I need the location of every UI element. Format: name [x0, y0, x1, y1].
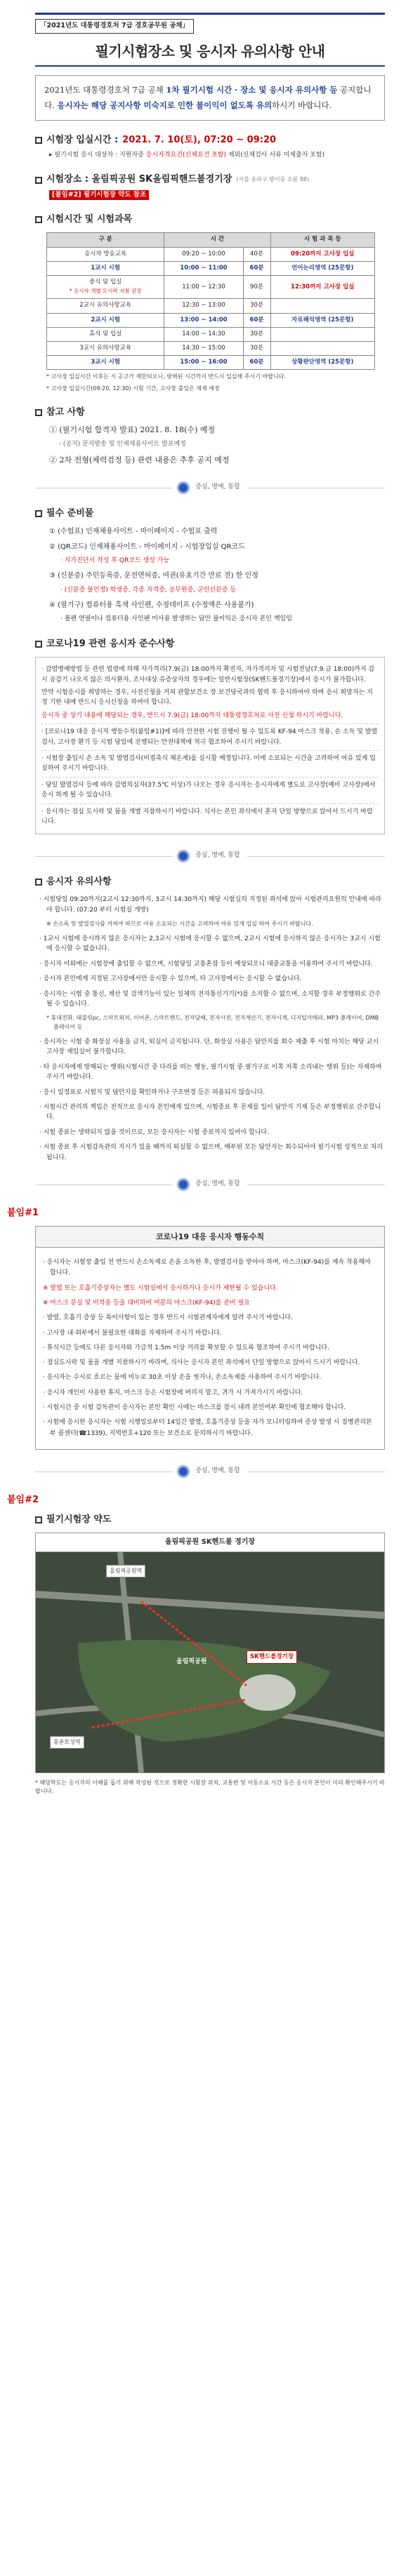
motto-text: 중심, 명예, 통합 [192, 1180, 243, 1189]
required-section [35, 507, 385, 625]
divider-line [41, 803, 379, 804]
exam-date-note [49, 151, 385, 161]
table-cell: 2교시 시험 [47, 313, 164, 327]
venue-address: (서울 송파구 방이동 오륜 88) [236, 176, 310, 183]
table-cell: 언어논리영역 (25문항) [270, 261, 374, 275]
table-cell: 14:00 ~ 14:30 [164, 327, 243, 341]
map-box [35, 1533, 385, 1773]
emblem-icon [177, 481, 190, 494]
table-cell: 12:30 ~ 13:00 [164, 299, 243, 313]
table-cell: 상황판단영역 (25문항) [270, 356, 374, 370]
venue-map-tag: [붙임#2] 필기시험장 약도 참조 [49, 190, 149, 201]
column-header: 시 간 [164, 233, 270, 247]
list-item: · 감염병예방법 등 관련 법령에 의해 자가격리(7.9(금) 18:00까지 확진자, 자가격리자 및 시험전날(7.9.금 18:00)까지 감시 공감기 나오지 않은 의사환자, 조사대상 유증상자의 경우에는 일반시험장(SK핸드볼경기장)에서 응시가 불가합니다. [41, 666, 375, 683]
intro-box [35, 75, 385, 121]
exam-date-label: 시험장 입실시간 : [46, 135, 119, 146]
table-cell: 09:20까지 고사장 입실 [270, 247, 374, 261]
table-row [47, 261, 375, 275]
reference-item: - (공지) 문자발송 및 인재채용사이트 발표예정 [59, 441, 186, 448]
table-row [47, 247, 375, 261]
table-row [47, 276, 375, 299]
covid-box [35, 657, 385, 834]
schedule-table [46, 232, 375, 370]
attention-title: 응시자 유의사항 [46, 876, 112, 888]
emblem-icon [177, 1178, 190, 1191]
table-cell: 60분 [243, 313, 270, 327]
list-item: · 응시자는 점심 도시락 및 물을 개별 지참하시기 바랍니다. 식사는 본인 좌석에서 혼자 단일 방향으로 앉아서 드시기 바랍니다. [41, 808, 373, 825]
list-item: · 시험 종료는 생략되지 않을 것이므로, 모든 응시자는 시험 종료까지 있어야 합니다. [39, 1128, 269, 1136]
table-cell: 2교시 유의사항교육 [47, 299, 164, 313]
list-item: * 휴대전화, 태블릿pc, 스마트워치, 이어폰, 스마트밴드, 전자담배, 전자사전, 전자계산기, 전자시계, 디지털카메라, MP3 플레이어, DMB 플레이어 등 [46, 1015, 379, 1031]
map-label: 올림픽공원역 [106, 1565, 145, 1577]
attention-list [39, 895, 385, 1162]
square-bullet-icon [35, 510, 42, 517]
appendix2-label: 붙임#2 [7, 1494, 39, 1505]
divider-line [41, 723, 379, 724]
list-item: · 응시 일정표로 시험지 및 답안지를 확인하거나 구조변경 등은 허용되지 않습니다. [39, 1088, 265, 1096]
column-header: 구 분 [47, 233, 164, 247]
map-label: SK핸드볼경기장 [247, 1650, 297, 1664]
intro-text: 2021년도 대통령경호처 7급 공채 [44, 84, 166, 95]
table-cell: 60분 [243, 261, 270, 275]
attention-heading [35, 875, 385, 889]
header-top-rule [35, 13, 385, 34]
table-cell: 응시자 방송교육 [47, 247, 164, 261]
list-item: · 휴식시간 등에도 다른 응시자와 가급적 1.5m 이상 거리를 확보할 수 있도록 협조하여 주시기 바랍니다. [43, 1344, 329, 1352]
table-row [47, 299, 375, 313]
map-section [35, 1513, 385, 1527]
attention-section [35, 875, 385, 1163]
square-bullet-icon [35, 879, 42, 886]
list-item: · 시험에 응시한 응시자는 시험 시행일로부터 14일간 발열, 호흡기증상 등을 자가 모니터링하여 증상 발생 시 질병관리본부 콜센터(☎1339), 지역번호+120 또는 보건소로 문의하시기 바랍니다. [43, 1419, 372, 1437]
notice-subtitle: 「2021년도 대통령경호처 7급 경호공무원 공채」 [35, 19, 194, 34]
section-divider [0, 481, 420, 494]
list-item: ※ 발열 또는 호흡기증상자는 별도 시험실에서 응시하거나 응시가 제한될 수 있습니다. [43, 1284, 278, 1292]
table-cell: 11:00 ~ 12:30 [164, 276, 243, 299]
reference-section [35, 406, 385, 466]
table-row [47, 313, 375, 327]
schedule-title: 시험시간 및 시험과목 [46, 214, 133, 225]
table-cell: 3교시 유의사항교육 [47, 341, 164, 355]
intro-bold-2: 응시자는 해당 공지사항 미숙지로 인한 불이익이 없도록 유의 [57, 100, 273, 110]
table-cell: 09:20 ~ 10:00 [164, 247, 243, 261]
list-item: · 시험 종료 후 시험감독관의 지시가 있을 때까지 퇴실할 수 없으며, 배부된 모든 답안지는 회수되어야 필기시험 성적으로 처리됩니다. [39, 1144, 383, 1161]
required-title: 필수 준비물 [46, 508, 94, 519]
emblem-icon [177, 850, 190, 862]
meal-label: 중식 및 입실 [88, 279, 122, 286]
table-cell: 13:00 ~ 14:00 [164, 313, 243, 327]
list-item: · 1교시 시험에 응시하지 않은 응시자는 2,3교시 시험에 응시할 수 없으며, 2교시 시험에 응시하지 않은 응시자는 3교시 시험에 응시할 수 없습니다. [39, 935, 381, 953]
covid-heading [35, 637, 385, 651]
exam-date-heading [35, 133, 385, 147]
section-divider [0, 850, 420, 862]
intro-bold: 1차 필기시험 시간 · 장소 및 응시자 유의사항 등 [166, 84, 338, 95]
required-heading [35, 507, 385, 521]
list-item: ③ (신분증) 주민등록증, 운전면허증, 여권(유효기간 만료 전) 한 인정 [49, 572, 258, 580]
divider-center [173, 850, 247, 862]
schedule-section [35, 213, 385, 393]
divider-center [173, 1465, 247, 1478]
covid-title: 코로나19 관련 응시자 준수사항 [46, 639, 175, 650]
list-item: · 응시자는 시험 중 화장실 사용을 금지, 퇴실이 금지됩니다. 단, 화장실 사용은 답안지를 회수 제출 후 시험 마치는 해당 교시 고사장 재입실이 불가합니다. [39, 1038, 379, 1056]
intro-text-3: 하시기 바랍니다. [272, 100, 332, 110]
table-cell [270, 341, 374, 355]
reference-item: ① (필기시험 합격자 발표) 2021. 8. 18(수) 예정 [49, 425, 216, 435]
meal-note: * 응시자 개별 도시락 지참 권장 [69, 288, 142, 295]
reference-title: 참고 사항 [46, 406, 85, 418]
divider-center [173, 1178, 247, 1191]
exam-date-value: 2021. 7. 10(토), 07:20 ~ 09:20 [122, 135, 277, 146]
square-bullet-icon [35, 177, 42, 184]
divider-line [41, 777, 379, 778]
list-item: · [코로나19 대응 응시자 행동수칙(붙임#1)]에 따라 안전한 시험 진행이 될 수 있도록 KF-94 마스크 착용, 손 소독 및 발열검사, 고사장 환기 등 시험 당일에 진행되는 안전대책에 적극 협조하여 주시기 바랍니다. [41, 728, 378, 746]
divider-line [41, 750, 379, 751]
list-item: · 타 응시자에게 방해되는 행위(시험시간 중 다리를 떠는 행동, 필기시험 중 필기구로 이쪽 저쪽 소리내는 행위 등)는 자제하여 주시기 바랍니다. [39, 1063, 382, 1081]
table-cell: 14:30 ~ 15:00 [164, 341, 243, 355]
map-footnote: * 해당학도는 응시자의 이해를 돕기 위해 작성된 것으로 정확한 시험장 위치, 교통편 및 이동소요 시간 등은 응시자 본인이 미리 확인해주시기 바랍니다. [35, 1779, 385, 1795]
table-cell: 30분 [243, 341, 270, 355]
covid-section [35, 637, 385, 834]
list-item: · 시험시간 관리의 책임은 전적으로 응시자 본인에게 있으며, 시험종료 후 문제를 일이 답안지 기재 등은 부정행위로 간주합니다. [39, 1103, 381, 1121]
table-cell: 자료해석영역 (25문항) [270, 313, 374, 327]
list-item: · 발열, 호흡기 증상 등 특이사항이 있는 경우 반드시 시험관계자에게 알려 주시기 바랍니다. [43, 1314, 293, 1322]
list-item: ② (QR코드) 인재채용사이트 - 마이페이지 - 시험장입실 QR코드 [49, 542, 245, 551]
list-item: · 점심도시락 및 물을 개별 지참하시기 바라며, 식사는 응시자 본인 좌석에서 단일 방향으로 앉아서 드시기 바랍니다. [43, 1359, 360, 1367]
schedule-note: * 고사장 입실시간(09:20, 12:30) 시험 기간, 고사장 출입은 제재 예정 [46, 385, 220, 392]
list-item: · 응시자 이외에는 시험장에 출입할 수 없으며, 시험당일 교통혼잡 등이 예상되오니 대중교통을 이용하여 주시기 바랍니다. [39, 960, 373, 968]
table-row [47, 327, 375, 341]
list-item: · 고사장 내·외부에서 불필요한 대화를 자제하여 주시기 바랍니다. [43, 1329, 222, 1337]
square-bullet-icon [35, 1516, 42, 1523]
map-title: 올림픽공원 SK핸드볼 경기장 [36, 1533, 384, 1552]
reference-item: ② 2차 전형(체력검정 등) 관련 내용은 추후 공지 예정 [49, 455, 230, 465]
appendix1-label: 붙임#1 [7, 1207, 39, 1218]
page-title: 필기시험장소 및 응시자 유의사항 안내 [95, 42, 325, 60]
table-row [47, 341, 375, 355]
map-image [36, 1552, 384, 1773]
appendix1-title: 코로나19 대응 응시자 행동수칙 [36, 1227, 384, 1248]
table-cell: 12:30까지 고사장 입실 [270, 276, 374, 299]
list-item: ※ 손소독 및 발열검사를 거쳐야 하므로 여유 소요되는 시간을 고려하여 여유 있게 입실 하여 주시기 바랍니다. [46, 921, 313, 928]
list-item: · 응시자 본인에게 지정된 고사장에서만 응시할 수 있으며, 타 고사장에서는 응시할 수 없습니다. [39, 975, 302, 983]
list-item: ※ 마스크 분실 및 미착용 등을 대비하여 여분의 마스크(KF-94)를 준비 필요 [43, 1299, 250, 1307]
table-cell: 3교시 시험 [47, 356, 164, 370]
table-cell: 1교시 시험 [47, 261, 164, 275]
map-heading-text: 필기시험장 약도 [46, 1514, 112, 1526]
table-cell: 90분 [243, 276, 270, 299]
section-divider [0, 1178, 420, 1191]
table-cell: 40분 [243, 247, 270, 261]
list-item: · 응시자 개인이 사용한 휴지, 마스크 등은 시험장에 버리지 말고, 귀가 시 가져가시기 바랍니다. [43, 1389, 303, 1396]
table-cell: 15:00 ~ 16:00 [164, 356, 243, 370]
venue-label: 시험장소 : 올림픽공원 SK올림픽핸드볼경기장 [46, 174, 232, 185]
appendix1-box [35, 1226, 385, 1450]
table-cell: 10:00 ~ 11:00 [164, 261, 243, 275]
square-bullet-icon [35, 409, 42, 416]
note-text-2: 제외(신체검사 서류 미제출자 포함) [225, 151, 325, 159]
map-label: 몽촌토성역 [50, 1736, 84, 1749]
motto-text: 중심, 명예, 통합 [192, 851, 243, 861]
list-item: · 시험당일 09:20까지(2교시 12:30까지, 3교시 14:30까지) 해당 시험실의 지정된 좌석에 앉아 시험관리요원의 안내에 따라야 합니다. (07:20 부터 시험실 개방) [39, 896, 381, 914]
list-item: · (신분증 불인정) 학생증, 각종 자격증, 공무원증, 군인신분증 등 [60, 586, 237, 594]
list-item: · 시험시간 중 시험 감독관이 응시자는 본인 확인 시에는 마스크를 잠시 내려 본인여부 확인에 협조해야 합니다. [43, 1404, 346, 1412]
list-item: · 지가진단서 작성 후 QR코드 생성 가능 [60, 557, 170, 565]
table-cell: 휴식 및 입실 [47, 327, 164, 341]
divider-center [173, 481, 247, 494]
list-item: · 시험장 출입시 손 소독 및 발열검사(비접촉식 체온계)를 실시할 예정입니다. 이에 소요되는 시간을 고려하여 여유 있게 입실하여 주시기 바랍니다. [41, 754, 376, 773]
map-graphic [36, 1552, 384, 1773]
emblem-icon [177, 1465, 190, 1478]
list-item: · 응시자는 수시로 흐르는 물에 비누로 30초 이상 손을 씻거나, 손소독제를 사용하여 주시기 바랍니다. [43, 1374, 322, 1382]
table-cell [270, 327, 374, 341]
note-text: ▸ 필기시험 응시 대상자 : 지원자중 [49, 151, 146, 159]
column-header: 시 험 과 목 등 [270, 233, 374, 247]
table-header-row [47, 233, 375, 247]
map-heading [35, 1513, 385, 1527]
table-cell [270, 299, 374, 313]
motto-text: 중심, 명예, 통합 [192, 1467, 243, 1476]
reference-heading [35, 406, 385, 420]
list-item: · 당일 발열검사 등에 따라 감염의심자(37.5℃ 이상)가 나오는 경우 응시자는 응시자에게 별도로 고사장(예비 고사장)에서 응시 하게 될 수 있습니다. [41, 781, 376, 799]
map-label: 올림픽공원 [176, 1657, 207, 1665]
table-row [47, 356, 375, 370]
appendix1-body [36, 1248, 384, 1449]
table-cell: 60분 [243, 356, 270, 370]
list-item: 응시자 중 상기 내용에 해당되는 경우, 반드시 7.9(금) 18:00까지 대통령경호처로 사전 신청 하시기 바랍니다. [41, 712, 343, 719]
exam-date-section [35, 133, 385, 160]
table-cell [47, 276, 164, 299]
venue-section [35, 173, 385, 200]
table-cell: 30분 [243, 299, 270, 313]
schedule-heading [35, 213, 385, 227]
list-item: ④ (필기구) 컴퓨터용 흑색 사인펜, 수정테이프 (수정액은 사용불가) [49, 601, 254, 609]
required-list [49, 526, 385, 625]
square-bullet-icon [35, 216, 42, 223]
venue-heading [35, 173, 385, 187]
header-bottom-rule [35, 65, 385, 67]
note-red: 응시자격요건(신체요건 포함) [145, 151, 226, 159]
list-item: · 볼펜 연필이나 컴퓨터용 사인펜 미사용 발생하는 답안 불이익은 응시자 본인 책임임 [60, 615, 292, 623]
section-divider [0, 1465, 420, 1478]
table-cell: 30분 [243, 327, 270, 341]
schedule-note: * 고사장 입실시간 이후는 시 공고가 제한되오니, 방해된 시간까지 반드시 입실해 주시기 바랍니다. [46, 373, 286, 380]
list-item: 만약 시험응시를 희망하는 경우, 사전신청을 거쳐 관할보건소 장 보건당국과의 협력 후 응시하여야 하며 응시 희망자는 지정 기한 내에 반드시 응시신청을 하여야 합니다. [41, 689, 373, 707]
motto-text: 중심, 명예, 통합 [192, 483, 243, 493]
square-bullet-icon [35, 641, 42, 648]
list-item: · 응시자는 시험장 출입 전 반드시 손소독제로 손을 소독한 후, 발열검사를 받아야 하며, 마스크(KF-94)를 계속 착용해야 합니다. [43, 1259, 371, 1277]
list-item: ① (수험표) 인재채용사이트 - 마이페이지 - 수험표 출력 [49, 528, 218, 536]
square-bullet-icon [35, 137, 42, 144]
intro-text-2: 공지합니다. [44, 84, 372, 110]
list-item: · 응시자는 시험 중 통신, 계산 및 검색기능이 있는 일체의 전자통신기기(*)를 소지할 수 없으며, 소지할 경우 부정행위로 간주될 수 있습니다. [39, 990, 381, 1008]
